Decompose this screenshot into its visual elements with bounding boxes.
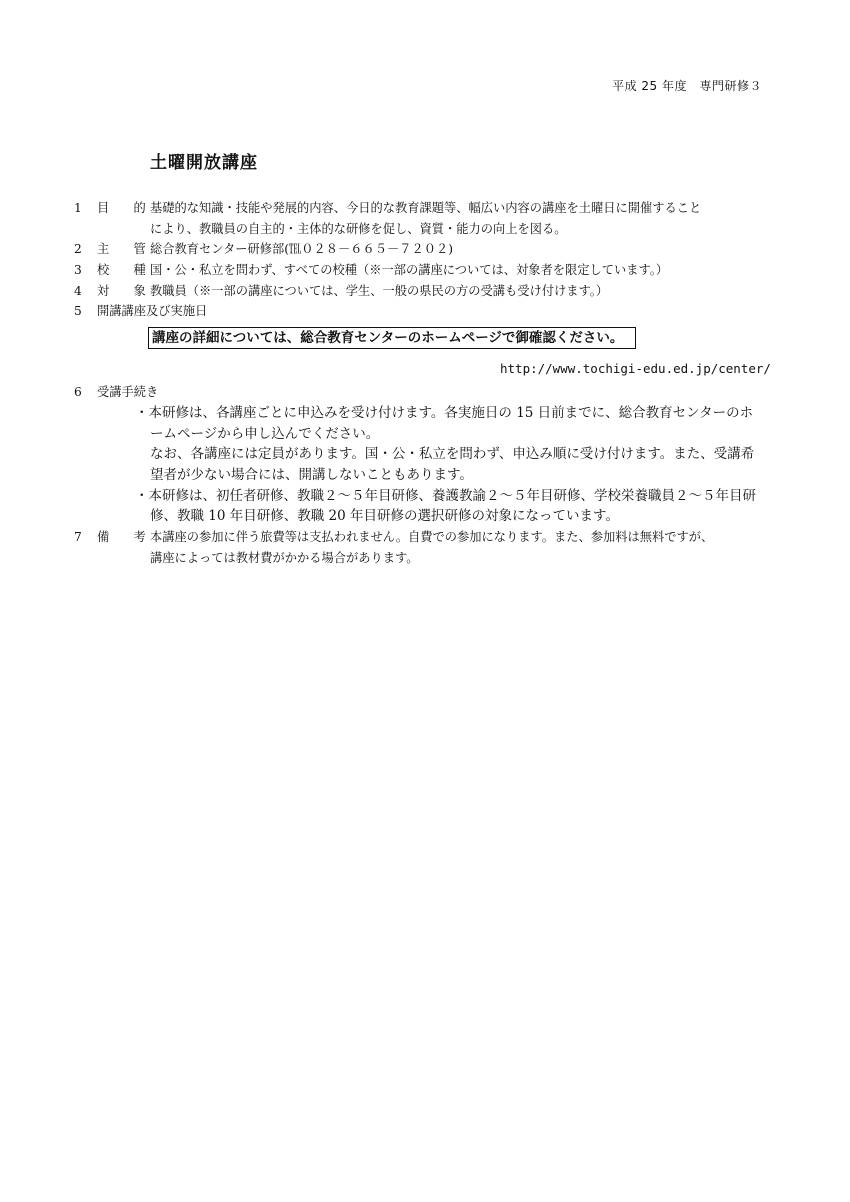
section-number: 5 <box>74 304 82 318</box>
section-number: 1 <box>74 201 82 215</box>
section-text: 基礎的な知識・技能や発展的内容、今日的な教育課題等、幅広い内容の講座を土曜日に開催すること <box>150 201 702 215</box>
section-text: 総合教育センター研修部(℡０２８－６６５－７２０２) <box>150 242 454 256</box>
section-text: 国・公・私立を問わず、すべての校種（※一部の講座については、対象者を限定しています。） <box>150 263 669 277</box>
section-label: 校 種 <box>97 263 152 277</box>
section-6-line: ・本研修は、初任者研修、教職２～５年目研修、養護教諭２～５年目研修、学校栄養職員２～５年目研 <box>135 488 756 504</box>
section-6-line: 修、教職 10 年目研修、教職 20 年目研修の選択研修の対象になっています。 <box>150 508 619 524</box>
section-label: 主 管 <box>97 242 152 256</box>
notice-box: 講座の詳細については、総合教育センターのホームページで御確認ください。 <box>148 327 636 349</box>
section-text: により、教職員の自主的・主体的な研修を促し、資質・能力の向上を図る。 <box>150 222 567 236</box>
section-text: 本講座の参加に伴う旅費等は支払われません。自費での参加になります。また、参加料は無料ですが、 <box>150 530 714 544</box>
section-text: 教職員（※一部の講座については、学生、一般の県民の方の受講も受け付けます。） <box>150 284 609 298</box>
section-number: 2 <box>74 242 82 256</box>
center-url-link[interactable]: http://www.tochigi-edu.ed.jp/center/ <box>500 361 771 376</box>
section-6-line: なお、各講座には定員があります。国・公・私立を問わず、申込み順に受け付けます。また、受講希 <box>150 446 755 462</box>
section-number: 7 <box>74 530 82 544</box>
section-number: 4 <box>74 284 82 298</box>
section-label: 備 考 <box>97 530 152 544</box>
section-label: 目 的 <box>97 201 152 215</box>
section-label: 開講講座及び実施日 <box>97 304 208 318</box>
section-text: 講座によっては教材費がかかる場合があります。 <box>150 551 419 565</box>
section-label: 受講手続き <box>97 385 159 399</box>
section-number: 6 <box>74 385 82 399</box>
section-6-line: ームページから申し込んでください。 <box>150 426 380 442</box>
page-title: 土曜開放講座 <box>150 153 258 173</box>
section-number: 3 <box>74 263 82 277</box>
header-meta: 平成 25 年度 専門研修３ <box>612 79 762 93</box>
section-6-line: 望者が少ない場合には、開講しないこともあります。 <box>150 467 473 483</box>
section-label: 対 象 <box>97 284 152 298</box>
section-6-line: ・本研修は、各講座ごとに申込みを受け付けます。各実施日の 15 日前までに、総合教育センターのホ <box>135 405 754 421</box>
